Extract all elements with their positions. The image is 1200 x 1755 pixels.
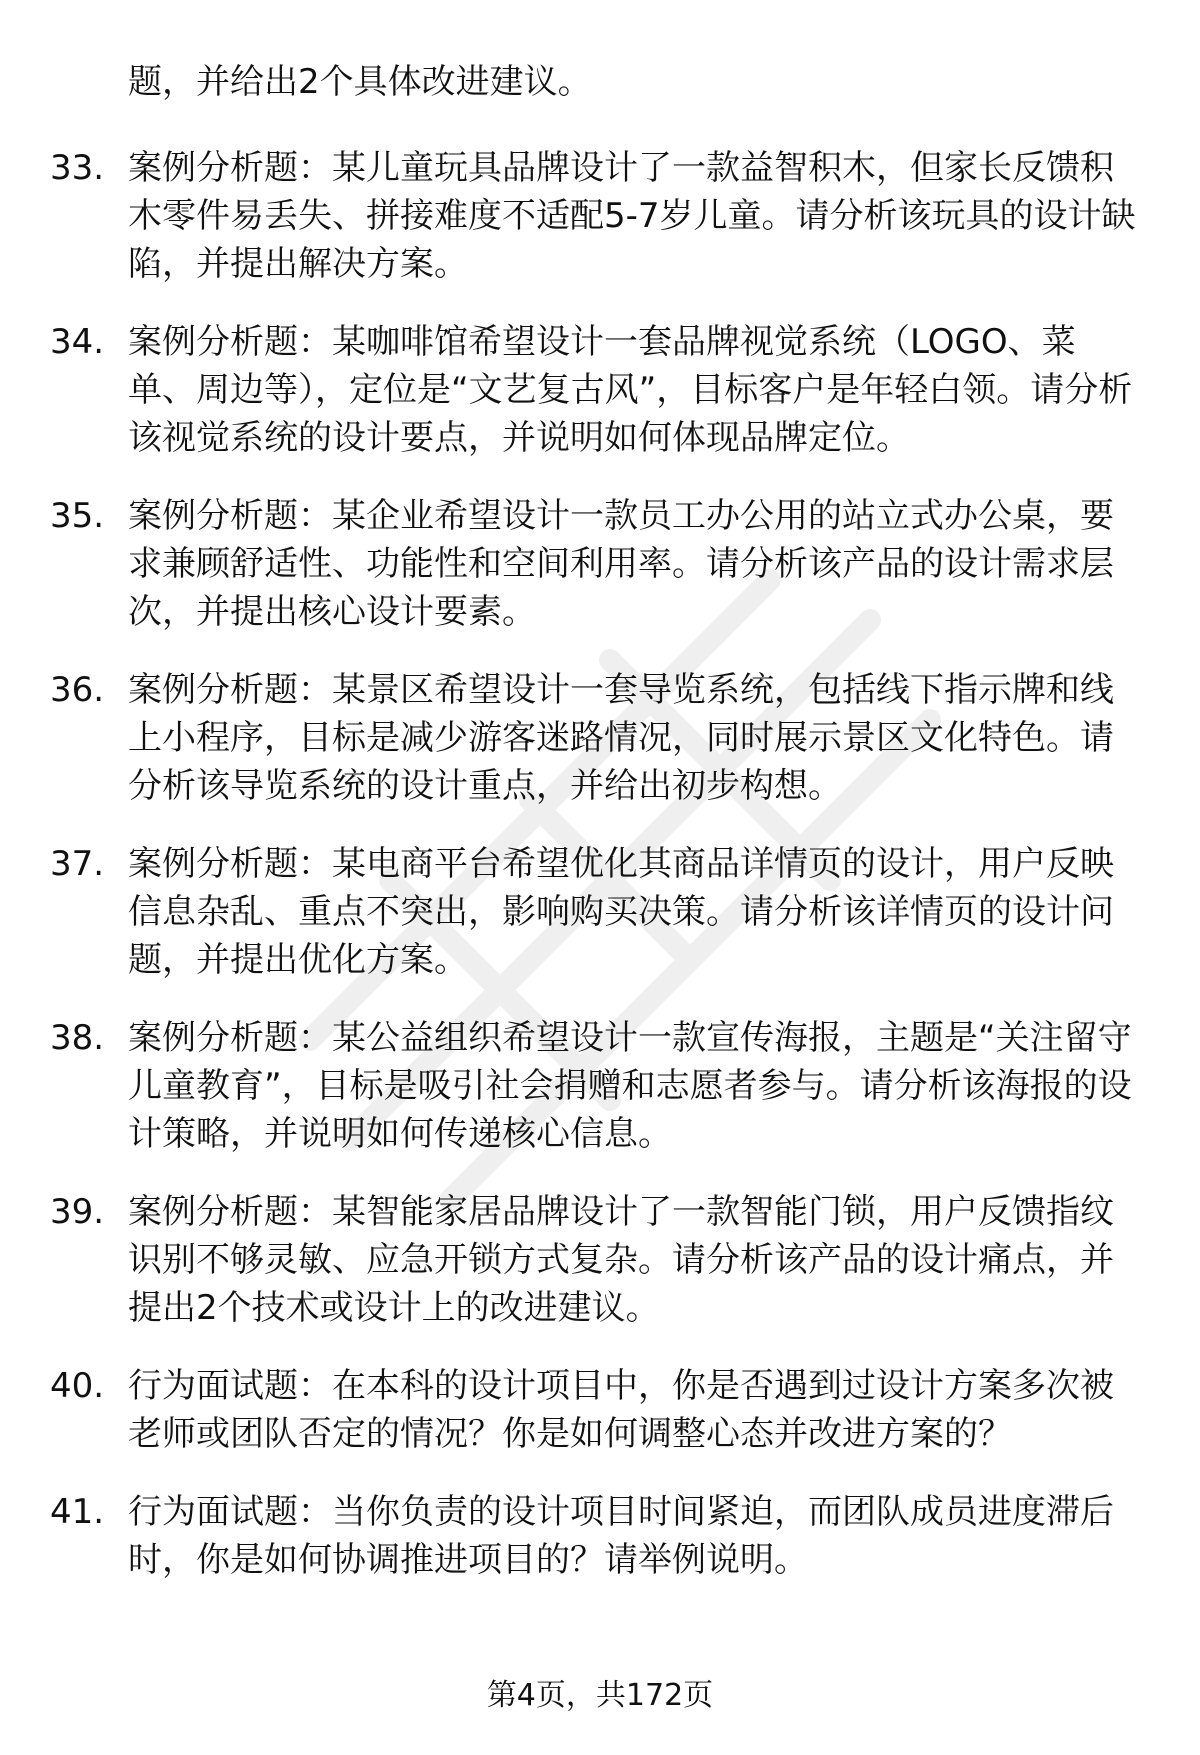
list-item — [50, 1188, 1140, 1332]
question-text: 案例分析题：某智能家居品牌设计了一款智能门锁，用户反馈指纹识别不够灵敏、应急开锁方式复杂。请分析该产品的设计痛点，并提出2个技术或设计上的改进建议。 — [128, 1192, 1114, 1328]
list-item — [50, 1362, 1140, 1458]
list-item — [50, 492, 1140, 636]
question-text: 案例分析题：某企业希望设计一款员工办公用的站立式办公桌，要求兼顾舒适性、功能性和空间利用率。请分析该产品的设计需求层次，并提出核心设计要素。 — [128, 496, 1114, 632]
list-item — [50, 1014, 1140, 1158]
continuation-text: 题，并给出2个具体改进建议。 — [128, 62, 592, 102]
question-list — [50, 144, 1140, 1614]
question-text: 案例分析题：某儿童玩具品牌设计了一款益智积木，但家长反馈积木零件易丢失、拼接难度不适配5-7岁儿童。请分析该玩具的设计缺陷，并提出解决方案。 — [128, 148, 1136, 284]
list-item — [50, 840, 1140, 984]
question-text: 行为面试题：当你负责的设计项目时间紧迫，而团队成员进度滞后时，你是如何协调推进项目的？请举例说明。 — [128, 1492, 1114, 1580]
question-number: 35. — [50, 496, 105, 536]
question-number: 36. — [50, 670, 105, 710]
question-number: 38. — [50, 1018, 105, 1058]
question-text: 行为面试题：在本科的设计项目中，你是否遇到过设计方案多次被老师或团队否定的情况？你是如何调整心态并改进方案的？ — [128, 1366, 1114, 1454]
question-text: 案例分析题：某景区希望设计一套导览系统，包括线下指示牌和线上小程序，目标是减少游客迷路情况，同时展示景区文化特色。请分析该导览系统的设计重点，并给出初步构想。 — [128, 670, 1114, 806]
question-text: 案例分析题：某公益组织希望设计一款宣传海报，主题是“关注留守儿童教育”，目标是吸引社会捐赠和志愿者参与。请分析该海报的设计策略，并说明如何传递核心信息。 — [128, 1018, 1132, 1154]
list-item — [50, 144, 1140, 288]
list-item — [50, 1488, 1140, 1584]
question-number: 33. — [50, 148, 105, 188]
page-footer: 第4页，共172页 — [486, 1678, 714, 1713]
question-number: 37. — [50, 844, 105, 884]
question-number: 40. — [50, 1366, 105, 1406]
question-number: 39. — [50, 1192, 105, 1232]
question-number: 34. — [50, 322, 105, 362]
list-item — [50, 318, 1140, 462]
list-item — [50, 666, 1140, 810]
question-text: 案例分析题：某咖啡馆希望设计一套品牌视觉系统（LOGO、菜单、周边等），定位是“文艺复古风”，目标客户是年轻白领。请分析该视觉系统的设计要点，并说明如何体现品牌定位。 — [128, 322, 1133, 458]
question-text: 案例分析题：某电商平台希望优化其商品详情页的设计，用户反映信息杂乱、重点不突出，影响购买决策。请分析该详情页的设计问题，并提出优化方案。 — [128, 844, 1114, 980]
question-number: 41. — [50, 1492, 105, 1532]
